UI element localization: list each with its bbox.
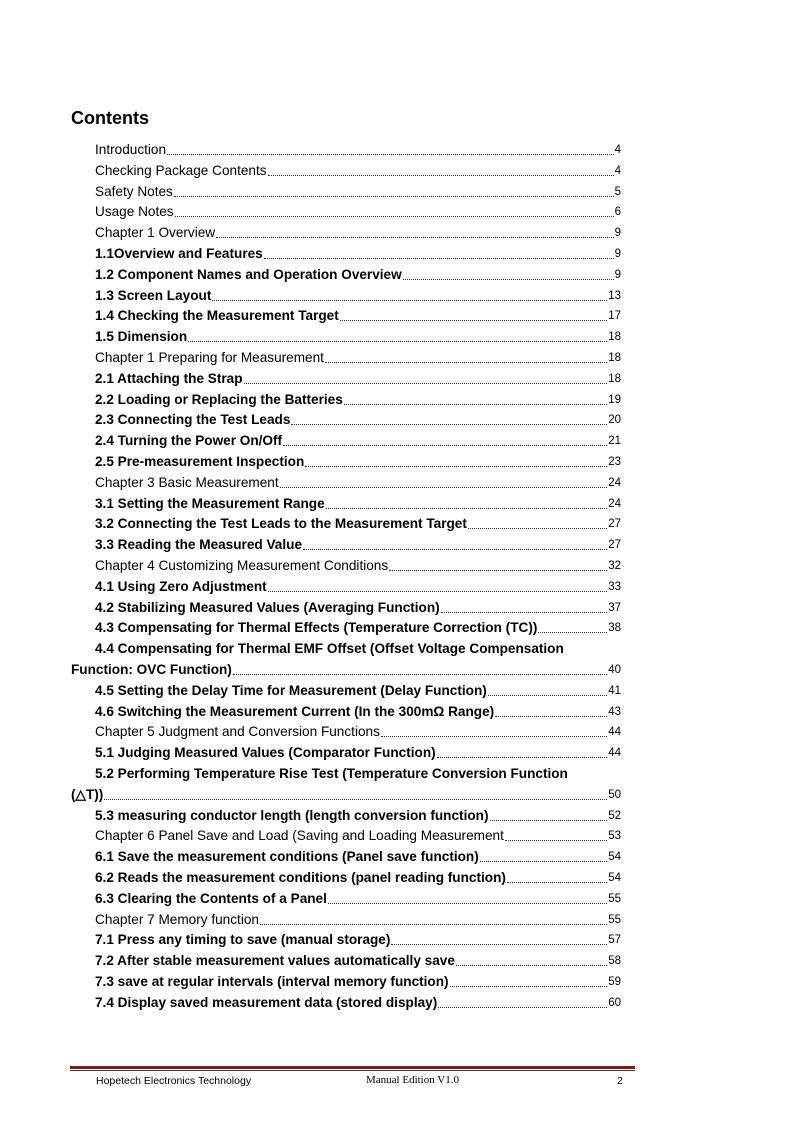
toc-entry[interactable]	[95, 221, 621, 241]
toc-leader-dots	[175, 214, 614, 217]
toc-entry-page: 57	[608, 934, 621, 947]
toc-entry[interactable]	[95, 866, 621, 886]
toc-entry-page: 13	[608, 289, 621, 302]
toc-entry-title: 5.3 measuring conductor length (length conversion function)	[95, 807, 489, 823]
toc-entry-page: 17	[608, 310, 621, 323]
toc-leader-dots	[268, 173, 614, 176]
contents-heading: Contents	[71, 108, 149, 128]
toc-leader-dots	[305, 464, 607, 467]
toc-leader-dots	[174, 194, 614, 197]
toc-leader-dots	[450, 984, 608, 987]
toc-entry-title: 1.4 Checking the Measurement Target	[95, 308, 339, 324]
toc-entry-page: 9	[614, 248, 621, 260]
toc-entry-page: 44	[608, 726, 621, 739]
toc-entry-page: 44	[608, 747, 621, 760]
toc-leader-dots	[104, 797, 607, 800]
toc-entry-page: 37	[608, 601, 621, 614]
toc-entry[interactable]	[95, 970, 621, 990]
toc-entry[interactable]	[95, 242, 621, 262]
toc-leader-dots	[244, 381, 608, 384]
toc-entry-title: 1.5 Dimension	[95, 329, 188, 345]
footer-rule-thin	[70, 1070, 635, 1071]
toc-entry[interactable]	[95, 263, 621, 283]
toc-leader-dots	[438, 1005, 607, 1008]
toc-entry-title: Chapter 5 Judgment and Conversion Functions	[95, 724, 380, 740]
toc-entry[interactable]	[95, 887, 621, 907]
toc-entry-title: Chapter 1 Overview	[95, 225, 216, 241]
toc-entry[interactable]	[95, 512, 621, 532]
toc-entry-title: 4.3 Compensating for Thermal Effects (Temperature Correction (TC))	[95, 620, 538, 636]
toc-entry[interactable]	[95, 429, 621, 449]
toc-entry[interactable]	[95, 908, 621, 928]
toc-entry-title: Usage Notes	[95, 204, 174, 220]
toc-entry[interactable]	[95, 575, 621, 595]
toc-entry-title: 4.5 Setting the Delay Time for Measurement (Delay Function)	[95, 682, 487, 698]
toc-entry[interactable]	[95, 408, 621, 428]
toc-leader-dots	[264, 256, 614, 259]
toc-entry-page: 54	[608, 851, 621, 864]
toc-entry-title: Chapter 6 Panel Save and Load (Saving and Loading Measurement	[95, 828, 504, 844]
toc-entry-title-line1[interactable]: 5.2 Performing Temperature Rise Test (Temperature Conversion Function	[95, 766, 568, 781]
toc-leader-dots	[389, 568, 607, 571]
toc-leader-dots	[381, 734, 607, 737]
toc-entry[interactable]	[95, 471, 621, 491]
toc-entry-title: 6.1 Save the measurement conditions (Panel save function)	[95, 849, 479, 865]
toc-entry-page: 55	[608, 913, 621, 926]
toc-entry-title: 2.1 Attaching the Strap	[95, 370, 243, 386]
toc-entry[interactable]	[95, 845, 621, 865]
toc-entry-page: 41	[608, 684, 621, 697]
toc-entry[interactable]	[95, 700, 621, 720]
toc-entry[interactable]	[95, 138, 621, 158]
toc-entry-page: 27	[608, 539, 621, 552]
toc-leader-dots	[480, 859, 607, 862]
toc-entry-page: 55	[608, 892, 621, 905]
toc-entry[interactable]	[95, 741, 621, 761]
toc-leader-dots	[188, 339, 607, 342]
toc-entry[interactable]	[95, 304, 621, 324]
toc-leader-dots	[167, 152, 614, 155]
toc-entry-page: 9	[614, 227, 621, 240]
toc-leader-dots	[495, 714, 607, 717]
toc-entry-page: 58	[608, 955, 621, 968]
toc-entry-title: 3.1 Setting the Measurement Range	[95, 495, 325, 511]
toc-entry-page: 50	[608, 788, 621, 801]
toc-leader-dots	[490, 818, 608, 821]
toc-entry-title: 2.3 Connecting the Test Leads	[95, 412, 291, 428]
toc-entry[interactable]	[95, 180, 621, 200]
toc-entry-title: Chapter 4 Customizing Measurement Conditions	[95, 558, 389, 573]
toc-leader-dots	[328, 901, 607, 904]
toc-entry[interactable]	[95, 533, 621, 553]
toc-leader-dots	[212, 298, 607, 301]
toc-entry-title: Chapter 3 Basic Measurement	[95, 474, 279, 490]
toc-entry[interactable]	[95, 284, 621, 304]
toc-entry[interactable]	[95, 388, 621, 408]
toc-entry-title: 1.2 Component Names and Operation Overview	[95, 266, 402, 282]
toc-entry-page: 4	[614, 144, 621, 156]
toc-entry-page: 52	[608, 809, 621, 822]
toc-leader-dots	[340, 318, 607, 321]
toc-entry-title: 1.3 Screen Layout	[95, 287, 212, 303]
toc-entry-page: 18	[608, 352, 621, 364]
toc-entry-page: 54	[608, 872, 621, 884]
toc-entry-title: Chapter 1 Preparing for Measurement	[95, 350, 324, 365]
toc-entry-title: Chapter 7 Memory function	[95, 911, 259, 927]
toc-entry-page: 4	[614, 164, 621, 177]
toc-entry-title: 3.2 Connecting the Test Leads to the Measurement Target	[95, 516, 467, 532]
toc-leader-dots	[468, 526, 607, 529]
toc-leader-dots	[507, 880, 607, 883]
toc-entry-page: 33	[608, 580, 621, 593]
toc-entry-title: 6.3 Clearing the Contents of a Panel	[95, 890, 327, 906]
toc-entry-page: 20	[608, 414, 621, 427]
toc-leader-dots	[391, 942, 607, 945]
toc-entry-title: 7.1 Press any timing to save (manual storage)	[95, 932, 391, 948]
toc-entry[interactable]	[95, 928, 621, 948]
toc-entry-page: 5	[614, 185, 621, 198]
toc-entry-title: 2.2 Loading or Replacing the Batteries	[95, 391, 343, 407]
toc-entry-title: 7.2 After stable measurement values automatically save	[95, 953, 455, 969]
toc-entry[interactable]	[95, 450, 621, 470]
toc-entry-page: 43	[608, 705, 621, 718]
toc-entry[interactable]	[95, 824, 621, 844]
toc-entry-title: 5.1 Judging Measured Values (Comparator Function)	[95, 745, 436, 761]
toc-entry-page: 19	[608, 393, 621, 406]
toc-entry[interactable]	[95, 159, 621, 179]
toc-entry-page: 24	[608, 497, 621, 510]
toc-entry[interactable]	[95, 616, 621, 636]
toc-leader-dots	[538, 630, 607, 633]
toc-entry-page: 40	[608, 664, 621, 676]
toc-entry-page: 60	[608, 996, 621, 1009]
toc-leader-dots	[233, 672, 607, 675]
toc-entry[interactable]	[95, 367, 621, 387]
toc-leader-dots	[280, 485, 608, 488]
toc-entry-title: 6.2 Reads the measurement conditions (panel reading function)	[95, 870, 506, 885]
toc-entry-page: 32	[608, 560, 621, 572]
toc-entry-title-line2: (△T))	[71, 786, 104, 802]
toc-entry-page: 23	[608, 456, 621, 468]
toc-entry-title: 4.1 Using Zero Adjustment	[95, 578, 267, 594]
toc-leader-dots	[456, 963, 607, 966]
toc-entry-page: 18	[608, 331, 621, 344]
toc-leader-dots	[403, 277, 614, 280]
toc-entry[interactable]	[95, 679, 621, 699]
toc-entry[interactable]	[95, 492, 621, 512]
toc-entry[interactable]	[95, 554, 621, 574]
toc-entry-title: 2.5 Pre-measurement Inspection	[95, 454, 305, 469]
toc-entry[interactable]	[71, 783, 621, 803]
footer-rule	[70, 1066, 635, 1069]
toc-entry-page: 24	[608, 476, 621, 489]
toc-entry[interactable]	[95, 325, 621, 345]
toc-leader-dots	[326, 506, 608, 509]
toc-entry[interactable]	[95, 596, 621, 616]
toc-entry-title: Checking Package Contents	[95, 162, 267, 178]
toc-entry-title: 3.3 Reading the Measured Value	[95, 537, 302, 553]
toc-entry[interactable]	[95, 804, 621, 824]
toc-entry[interactable]	[95, 949, 621, 969]
toc-leader-dots	[283, 443, 607, 446]
toc-entry-page: 38	[608, 622, 621, 635]
toc-leader-dots	[291, 422, 607, 425]
toc-leader-dots	[268, 589, 607, 592]
toc-entry[interactable]	[95, 200, 621, 220]
toc-leader-dots	[441, 610, 608, 613]
toc-leader-dots	[260, 922, 607, 925]
toc-entry-title: 2.4 Turning the Power On/Off	[95, 433, 283, 449]
toc-entry-title: 4.2 Stabilizing Measured Values (Averaging Function)	[95, 599, 440, 615]
toc-entry-page: 53	[608, 830, 621, 843]
toc-entry-page: 9	[614, 268, 621, 281]
toc-entry[interactable]	[95, 346, 621, 366]
toc-entry-title-line1[interactable]: 4.4 Compensating for Thermal EMF Offset (Offset Voltage Compensation	[95, 641, 564, 657]
toc-entry-title: Safety Notes	[95, 183, 173, 199]
toc-entry-page: 59	[608, 976, 621, 988]
toc-leader-dots	[216, 235, 613, 238]
toc-leader-dots	[488, 693, 607, 696]
toc-leader-dots	[437, 755, 608, 758]
toc-leader-dots	[325, 360, 607, 363]
toc-entry-page: 18	[608, 372, 621, 385]
toc-entry-title: Introduction	[95, 142, 167, 157]
toc-entry-title: 7.4 Display saved measurement data (stored display)	[95, 994, 438, 1010]
toc-entry-page: 6	[614, 206, 621, 219]
toc-leader-dots	[505, 838, 607, 841]
toc-entry-title: 1.1Overview and Features	[95, 246, 263, 261]
toc-leader-dots	[344, 402, 607, 405]
toc-entry-page: 21	[608, 435, 621, 448]
toc-entry[interactable]	[95, 991, 621, 1011]
toc-entry[interactable]	[71, 658, 621, 678]
footer-company: Hopetech Electronics Technology	[96, 1075, 252, 1087]
toc-entry-title: 7.3 save at regular intervals (interval memory function)	[95, 974, 449, 989]
toc-entry-title-line2: Function: OVC Function)	[71, 662, 232, 677]
footer-page-number: 2	[617, 1075, 623, 1087]
toc-entry[interactable]	[95, 720, 621, 740]
toc-leader-dots	[303, 547, 607, 550]
toc-entry-page: 27	[608, 518, 621, 531]
footer-edition: Manual Edition V1.0	[366, 1074, 459, 1086]
toc-entry-title: 4.6 Switching the Measurement Current (In the 300mΩ Range)	[95, 703, 495, 719]
